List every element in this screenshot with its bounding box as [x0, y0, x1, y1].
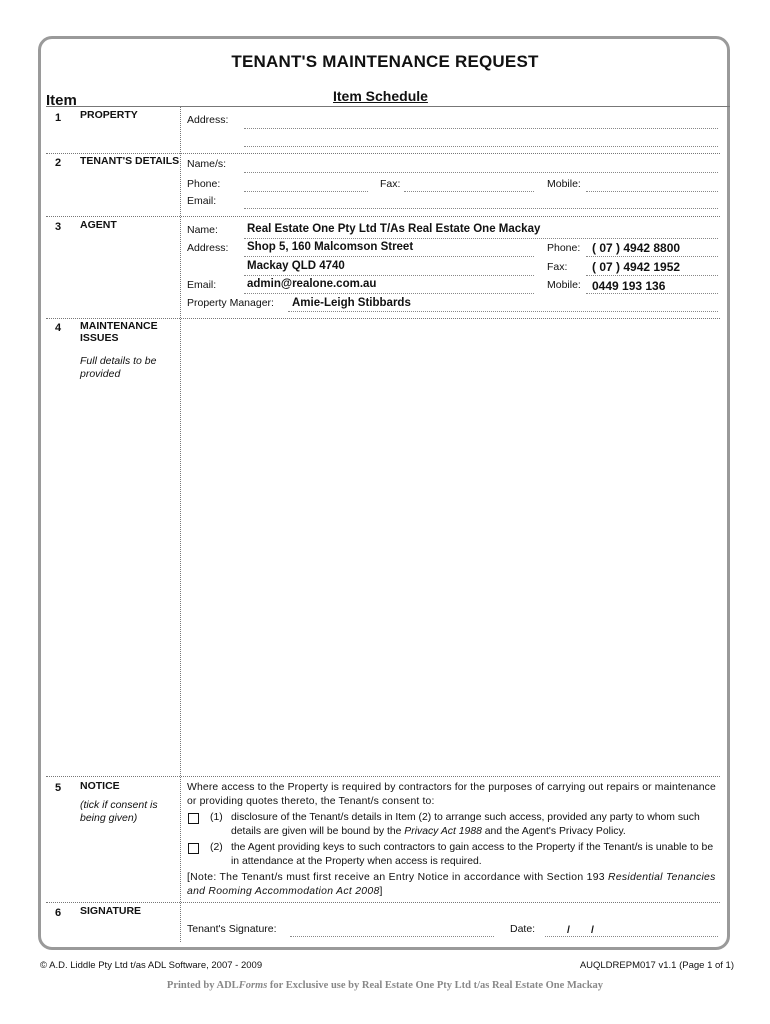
tenant-mobile-field[interactable] [586, 191, 718, 192]
consent-checkbox-1[interactable] [188, 813, 199, 824]
agent-phone-label: Phone: [547, 242, 581, 254]
agent-fax: ( 07 ) 4942 1952 [592, 260, 681, 274]
consent-checkbox-2[interactable] [188, 843, 199, 854]
tenant-signature-field[interactable] [290, 936, 494, 937]
item-label-notice: NOTICE [80, 780, 120, 792]
printed-forms: Forms [238, 980, 268, 991]
agent-mobile-line [586, 293, 718, 294]
agent-address-label: Address: [187, 242, 229, 254]
agent-address-line1: Shop 5, 160 Malcomson Street [247, 241, 414, 253]
maintenance-issues-textarea[interactable] [182, 320, 718, 774]
agent-name-line [244, 238, 718, 239]
maintenance-note: Full details to be provided [80, 355, 157, 380]
item-number: 4 [54, 322, 62, 334]
agent-email-label: Email: [187, 279, 217, 291]
agent-email: admin@realone.com.au [247, 278, 377, 290]
section-divider [46, 318, 720, 319]
item-schedule-header: Item Schedule [333, 88, 428, 104]
section-divider [46, 216, 720, 217]
rta-act: Residential Tenancies and Rooming Accommodation Act 2008 [187, 872, 716, 897]
agent-fax-line [586, 275, 718, 276]
item-number: 1 [54, 112, 62, 124]
privacy-act: Privacy Act 1988 [404, 826, 482, 837]
item-column-header: Item [46, 92, 77, 109]
date-label: Date: [510, 923, 536, 935]
property-manager-line [288, 311, 718, 312]
printed-text-b: for Exclusive use by Real Estate One Pty Ltd t/as Real Estate One Mackay [267, 980, 604, 991]
date-field[interactable] [545, 936, 718, 937]
date-separator: / [591, 924, 594, 936]
tenant-email-field[interactable] [244, 208, 718, 209]
fax-label: Fax: [380, 178, 401, 190]
note-text-b: ] [379, 886, 383, 897]
item-label-agent: AGENT [80, 219, 117, 231]
notice-note: (tick if consent is being given) [80, 799, 158, 824]
section-divider [46, 902, 720, 903]
printed-by-text [0, 980, 770, 991]
tenant-phone-field[interactable] [244, 191, 368, 192]
agent-mobile: 0449 193 136 [592, 279, 666, 293]
agent-email-line [244, 293, 534, 294]
address-label: Address: [187, 114, 229, 126]
property-manager: Amie-Leigh Stibbards [292, 297, 411, 309]
property-address-field-2[interactable] [244, 146, 718, 147]
item-label-maintenance-issues: MAINTENANCE ISSUES [80, 320, 158, 344]
agent-phone: ( 07 ) 4942 8800 [592, 241, 681, 255]
item-number: 3 [54, 221, 62, 233]
column-divider [180, 106, 181, 942]
item-number: 6 [54, 907, 62, 919]
copyright-text: © A.D. Liddle Pty Ltd t/as ADL Software, 2007 - 2009 [40, 960, 263, 971]
agent-name-label: Name: [187, 224, 218, 236]
agent-name: Real Estate One Pty Ltd T/As Real Estate One Mackay [247, 223, 541, 235]
agent-phone-line [586, 256, 718, 257]
option1-number: (1) [210, 812, 223, 823]
item-number: 2 [54, 157, 62, 169]
item-label-property: PROPERTY [80, 109, 138, 121]
option2-number: (2) [210, 842, 223, 853]
tenant-fax-field[interactable] [404, 191, 534, 192]
agent-fax-label: Fax: [547, 261, 568, 273]
agent-mobile-label: Mobile: [547, 279, 581, 291]
names-label: Name/s: [187, 158, 227, 170]
option1-text-a: disclosure of the Tenant/s details in Item (2) to arrange such access, provided any party to whom such details are given will be bound by the [231, 812, 700, 837]
form-title: TENANT'S MAINTENANCE REQUEST [231, 52, 539, 71]
email-label: Email: [187, 195, 217, 207]
section-divider [46, 776, 720, 777]
section-divider [46, 153, 720, 154]
option1-text [231, 811, 719, 839]
property-address-field[interactable] [244, 128, 718, 129]
phone-label: Phone: [187, 178, 221, 190]
notice-intro: Where access to the Property is required by contractors for the purposes of carrying out repairs or maintenance or providing quotes thereto, the Tenant/s consent to: [187, 782, 716, 807]
form-code: AUQLDREPM017 v1.1 (Page 1 of 1) [579, 960, 734, 971]
agent-address-line2: Mackay QLD 4740 [247, 260, 345, 272]
header-rule [46, 106, 730, 107]
item-number: 5 [54, 782, 62, 794]
mobile-label: Mobile: [547, 178, 581, 190]
property-manager-label: Property Manager: [187, 297, 274, 309]
option1-text-b: and the Agent's Privacy Policy. [481, 826, 626, 837]
date-separator: / [567, 924, 570, 936]
agent-address-line [244, 256, 534, 257]
option2-text: the Agent providing keys to such contractors to gain access to the Property if the Tenant/s is unable to be in attendance at the Property when access is required. [231, 842, 714, 867]
agent-address-line [244, 275, 534, 276]
item-label-signature: SIGNATURE [80, 905, 142, 917]
printed-text-a: Printed by ADL [166, 980, 239, 991]
note-text-a: [Note: The Tenant/s must first receive an Entry Notice in accordance with Section 193 [187, 872, 609, 883]
tenant-names-field[interactable] [244, 172, 718, 173]
item-label-tenant-details: TENANT'S DETAILS [80, 155, 180, 167]
entry-notice-note [187, 871, 719, 899]
tenant-signature-label: Tenant's Signature: [187, 923, 277, 935]
